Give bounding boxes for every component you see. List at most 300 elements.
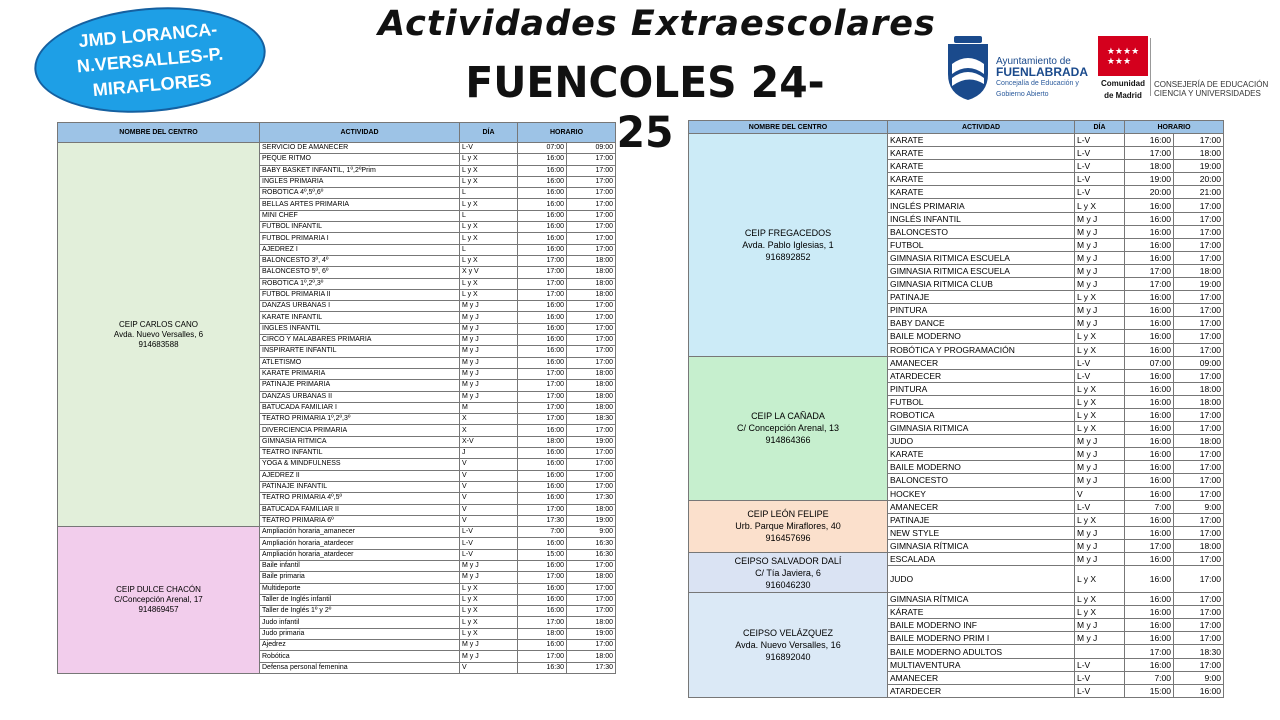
end-time-cell: 17:00 bbox=[1174, 553, 1224, 566]
end-time-cell: 17:00 bbox=[567, 583, 616, 594]
center-phone: 916046230 bbox=[765, 579, 811, 590]
start-time-cell: 16:00 bbox=[1125, 448, 1174, 461]
activity-cell: BATUCADA FAMILIAR I bbox=[260, 402, 460, 413]
end-time-cell: 17:00 bbox=[1174, 606, 1224, 619]
table-header-row bbox=[689, 121, 1224, 134]
day-cell: M y J bbox=[460, 640, 518, 651]
start-time-cell: 16:00 bbox=[1125, 593, 1174, 606]
start-time-cell: 16:00 bbox=[518, 335, 567, 346]
end-time-cell: 18:00 bbox=[1174, 395, 1224, 408]
end-time-cell: 18:00 bbox=[567, 572, 616, 583]
district-badge bbox=[30, 0, 270, 122]
center-address: Urb. Parque Miraflores, 40 bbox=[735, 521, 841, 532]
start-time-cell: 17:00 bbox=[518, 402, 567, 413]
start-time-cell: 16:00 bbox=[518, 538, 567, 549]
end-time-cell: 21:00 bbox=[1174, 186, 1224, 199]
end-time-cell: 18:00 bbox=[567, 380, 616, 391]
header-center-name: NOMBRE DEL CENTRO bbox=[689, 121, 888, 134]
end-time-cell: 17:00 bbox=[567, 357, 616, 368]
activity-cell: TEATRO INFANTIL bbox=[260, 448, 460, 459]
center-name: CEIP LA CAÑADA bbox=[751, 411, 825, 422]
day-cell: L y X bbox=[1075, 513, 1125, 526]
end-time-cell: 17:00 bbox=[1174, 408, 1224, 421]
day-cell: V bbox=[460, 481, 518, 492]
activity-cell: TEATRO PRIMARIA 6º bbox=[260, 515, 460, 526]
activity-cell: FUTBOL bbox=[888, 395, 1075, 408]
activity-cell: Ampliación horaria_amanecer bbox=[260, 527, 460, 538]
table-row bbox=[58, 527, 616, 538]
start-time-cell: 16:00 bbox=[1125, 238, 1174, 251]
end-time-cell: 17:00 bbox=[567, 188, 616, 199]
start-time-cell: 16:00 bbox=[1125, 199, 1174, 212]
center-name: CEIPSO VELÁZQUEZ bbox=[742, 627, 834, 638]
activity-cell: FUTBOL PRIMARIA I bbox=[260, 233, 460, 244]
activity-cell: PATINAJE PRIMARIA bbox=[260, 380, 460, 391]
activity-cell: GIMNASIA RITMICA bbox=[888, 422, 1075, 435]
activity-cell: KARATE bbox=[888, 186, 1075, 199]
end-time-cell: 17:00 bbox=[1174, 461, 1224, 474]
table-row bbox=[689, 356, 1224, 369]
day-cell: X bbox=[460, 425, 518, 436]
day-cell: V bbox=[460, 662, 518, 673]
start-time-cell: 16:00 bbox=[518, 154, 567, 165]
consejeria-line-1: CONSEJERÍA DE EDUCACIÓN bbox=[1154, 80, 1269, 89]
end-time-cell: 17:00 bbox=[567, 346, 616, 357]
start-time-cell: 16:00 bbox=[1125, 408, 1174, 421]
activity-cell: PATINAJE INFANTIL bbox=[260, 481, 460, 492]
day-cell: M y J bbox=[1075, 238, 1125, 251]
day-cell: L-V bbox=[1075, 356, 1125, 369]
start-time-cell: 17:00 bbox=[518, 572, 567, 583]
day-cell: L y X bbox=[1075, 199, 1125, 212]
start-time-cell: 16:00 bbox=[1125, 435, 1174, 448]
day-cell: M y J bbox=[1075, 435, 1125, 448]
end-time-cell: 18:00 bbox=[567, 651, 616, 662]
end-time-cell: 17:00 bbox=[567, 176, 616, 187]
end-time-cell: 17:00 bbox=[1174, 134, 1224, 147]
end-time-cell: 19:00 bbox=[567, 515, 616, 526]
start-time-cell: 16:00 bbox=[518, 481, 567, 492]
start-time-cell: 16:00 bbox=[1125, 291, 1174, 304]
header-schedule: HORARIO bbox=[1125, 121, 1224, 134]
activity-cell: YOGA & MINDFULNESS bbox=[260, 459, 460, 470]
start-time-cell: 15:00 bbox=[518, 549, 567, 560]
center-info-cell bbox=[689, 356, 888, 500]
start-time-cell: 17:30 bbox=[518, 515, 567, 526]
day-cell: L bbox=[460, 244, 518, 255]
start-time-cell: 16:00 bbox=[1125, 343, 1174, 356]
day-cell: L y X bbox=[460, 222, 518, 233]
comunidad-line-2: de Madrid bbox=[1104, 91, 1142, 100]
center-address: Avda. Nuevo Versalles, 6 bbox=[113, 329, 204, 339]
center-name: CEIP CARLOS CANO bbox=[119, 319, 198, 329]
header-center-name: NOMBRE DEL CENTRO bbox=[58, 123, 260, 143]
day-cell: M y J bbox=[1075, 526, 1125, 539]
end-time-cell: 18:00 bbox=[567, 255, 616, 266]
day-cell: L y X bbox=[1075, 593, 1125, 606]
end-time-cell: 17:00 bbox=[567, 448, 616, 459]
activity-cell: Defensa personal femenina bbox=[260, 662, 460, 673]
end-time-cell: 17:00 bbox=[567, 640, 616, 651]
activity-cell: BALONCESTO 3º, 4º bbox=[260, 255, 460, 266]
center-info-cell bbox=[58, 527, 260, 674]
activity-cell: CIRCO Y MALABARES PRIMARIA bbox=[260, 335, 460, 346]
end-time-cell: 18:00 bbox=[1174, 264, 1224, 277]
start-time-cell: 16:00 bbox=[518, 188, 567, 199]
day-cell: M y J bbox=[1075, 539, 1125, 552]
day-cell: L-V bbox=[1075, 369, 1125, 382]
start-time-cell: 16:00 bbox=[518, 323, 567, 334]
start-time-cell: 16:00 bbox=[518, 560, 567, 571]
center-info-cell bbox=[689, 134, 888, 357]
activity-cell: INGLÉS INFANTIL bbox=[888, 212, 1075, 225]
start-time-cell: 16:00 bbox=[518, 459, 567, 470]
start-time-cell: 16:00 bbox=[1125, 526, 1174, 539]
center-address: C/ Tía Javiera, 6 bbox=[755, 567, 821, 578]
end-time-cell: 17:30 bbox=[567, 662, 616, 673]
center-phone: 914683588 bbox=[138, 339, 179, 349]
end-time-cell: 17:00 bbox=[1174, 474, 1224, 487]
activity-cell: Taller de Inglés infantil bbox=[260, 594, 460, 605]
start-time-cell: 16:00 bbox=[1125, 632, 1174, 645]
end-time-cell: 18:00 bbox=[567, 402, 616, 413]
end-time-cell: 17:00 bbox=[567, 606, 616, 617]
comunidad-madrid-logo bbox=[1098, 36, 1148, 98]
activity-cell: BAILE MODERNO INF bbox=[888, 619, 1075, 632]
activity-cell: PINTURA bbox=[888, 382, 1075, 395]
start-time-cell: 16:00 bbox=[1125, 317, 1174, 330]
end-time-cell: 09:00 bbox=[567, 143, 616, 154]
start-time-cell: 17:00 bbox=[518, 504, 567, 515]
day-cell: L y X bbox=[460, 154, 518, 165]
center-address: C/Concepción Arenal, 17 bbox=[114, 595, 203, 605]
activity-cell: ATARDECER bbox=[888, 369, 1075, 382]
end-time-cell: 18:00 bbox=[567, 617, 616, 628]
activity-cell: HOCKEY bbox=[888, 487, 1075, 500]
day-cell: L-V bbox=[1075, 500, 1125, 513]
start-time-cell: 16:30 bbox=[518, 662, 567, 673]
start-time-cell: 17:00 bbox=[1125, 147, 1174, 160]
start-time-cell: 16:00 bbox=[518, 425, 567, 436]
activity-cell: FUTBOL PRIMARIA II bbox=[260, 289, 460, 300]
start-time-cell: 16:00 bbox=[518, 640, 567, 651]
activity-cell: BAILE MODERNO PRIM I bbox=[888, 632, 1075, 645]
ayto-line-3: Concejalía de Educación y bbox=[996, 80, 1079, 87]
day-cell: L-V bbox=[1075, 147, 1125, 160]
end-time-cell: 17:00 bbox=[1174, 619, 1224, 632]
activity-cell: MINI CHEF bbox=[260, 210, 460, 221]
start-time-cell: 16:00 bbox=[1125, 382, 1174, 395]
day-cell: L y X bbox=[1075, 422, 1125, 435]
day-cell: M y J bbox=[1075, 317, 1125, 330]
end-time-cell: 17:00 bbox=[567, 459, 616, 470]
day-cell: L y X bbox=[460, 233, 518, 244]
start-time-cell: 16:00 bbox=[1125, 225, 1174, 238]
activity-cell: ROBOTICA 1º,2º,3º bbox=[260, 278, 460, 289]
end-time-cell: 17:00 bbox=[1174, 448, 1224, 461]
ayto-line-4: Gobierno Abierto bbox=[996, 91, 1049, 98]
day-cell: M y J bbox=[460, 380, 518, 391]
start-time-cell: 16:00 bbox=[1125, 566, 1174, 593]
center-phone: 914864366 bbox=[765, 435, 811, 446]
end-time-cell: 17:00 bbox=[567, 312, 616, 323]
activity-cell: Ajedrez bbox=[260, 640, 460, 651]
start-time-cell: 17:00 bbox=[1125, 645, 1174, 658]
end-time-cell: 17:00 bbox=[567, 301, 616, 312]
activity-cell: DANZAS URBANAS I bbox=[260, 301, 460, 312]
activity-cell: ROBOTICA 4º,5º,6º bbox=[260, 188, 460, 199]
header-activity: ACTIVIDAD bbox=[260, 123, 460, 143]
start-time-cell: 16:00 bbox=[1125, 474, 1174, 487]
activity-cell: PINTURA bbox=[888, 304, 1075, 317]
center-name: CEIP DULCE CHACÓN bbox=[116, 585, 201, 595]
day-cell: L-V bbox=[460, 143, 518, 154]
activity-cell: Baile primaria bbox=[260, 572, 460, 583]
start-time-cell: 16:00 bbox=[1125, 422, 1174, 435]
day-cell: M y J bbox=[460, 323, 518, 334]
start-time-cell: 17:00 bbox=[518, 267, 567, 278]
end-time-cell: 17:00 bbox=[1174, 422, 1224, 435]
table-row bbox=[689, 500, 1224, 513]
page-subtitle: FUENCOLES 24-25 bbox=[465, 58, 825, 158]
end-time-cell: 18:30 bbox=[1174, 645, 1224, 658]
start-time-cell: 16:00 bbox=[518, 448, 567, 459]
center-phone: 916892852 bbox=[765, 251, 811, 262]
consejeria-text bbox=[1154, 80, 1268, 98]
start-time-cell: 16:00 bbox=[1125, 134, 1174, 147]
activity-cell: FUTBOL bbox=[888, 238, 1075, 251]
start-time-cell: 17:00 bbox=[518, 368, 567, 379]
end-time-cell: 17:00 bbox=[1174, 343, 1224, 356]
day-cell: V bbox=[460, 493, 518, 504]
day-cell: L y X bbox=[460, 199, 518, 210]
ayto-line-1: Ayuntamiento de bbox=[996, 56, 1071, 67]
activity-cell: AMANECER bbox=[888, 356, 1075, 369]
activity-cell: KARATE bbox=[888, 134, 1075, 147]
activity-cell: Robótica bbox=[260, 651, 460, 662]
day-cell: M y J bbox=[1075, 632, 1125, 645]
start-time-cell: 16:00 bbox=[518, 210, 567, 221]
end-time-cell: 17:00 bbox=[567, 481, 616, 492]
day-cell: L y X bbox=[460, 176, 518, 187]
activity-cell: KARATE bbox=[888, 173, 1075, 186]
day-cell: L y X bbox=[460, 606, 518, 617]
badge-line-1: JMD LORANCA- bbox=[77, 18, 218, 51]
logo-divider bbox=[1150, 38, 1151, 96]
end-time-cell: 19:00 bbox=[567, 628, 616, 639]
activity-cell: GIMNASIA RITMICA ESCUELA bbox=[888, 251, 1075, 264]
start-time-cell: 07:00 bbox=[518, 143, 567, 154]
end-time-cell: 18:00 bbox=[567, 289, 616, 300]
start-time-cell: 17:00 bbox=[1125, 278, 1174, 291]
end-time-cell: 17:00 bbox=[567, 154, 616, 165]
start-time-cell: 16:00 bbox=[1125, 251, 1174, 264]
activity-cell: ATLETISMO bbox=[260, 357, 460, 368]
center-info-cell bbox=[689, 500, 888, 552]
end-time-cell: 09:00 bbox=[1174, 356, 1224, 369]
end-time-cell: 17:00 bbox=[567, 210, 616, 221]
start-time-cell: 17:00 bbox=[518, 391, 567, 402]
day-cell: L y X bbox=[460, 583, 518, 594]
start-time-cell: 16:00 bbox=[518, 244, 567, 255]
start-time-cell: 17:00 bbox=[1125, 539, 1174, 552]
day-cell: V bbox=[460, 515, 518, 526]
start-time-cell: 19:00 bbox=[1125, 173, 1174, 186]
header-activity: ACTIVIDAD bbox=[888, 121, 1075, 134]
start-time-cell: 17:00 bbox=[518, 278, 567, 289]
end-time-cell: 17:00 bbox=[567, 335, 616, 346]
day-cell: L-V bbox=[1075, 671, 1125, 684]
activity-cell: BALONCESTO bbox=[888, 474, 1075, 487]
start-time-cell: 16:00 bbox=[518, 301, 567, 312]
activity-cell: BELLAS ARTES PRIMARIA bbox=[260, 199, 460, 210]
start-time-cell: 17:00 bbox=[518, 289, 567, 300]
activity-cell: KARATE PRIMARIA bbox=[260, 368, 460, 379]
day-cell: L-V bbox=[1075, 134, 1125, 147]
day-cell: M y J bbox=[1075, 474, 1125, 487]
start-time-cell: 16:00 bbox=[518, 199, 567, 210]
end-time-cell: 17:00 bbox=[1174, 291, 1224, 304]
activity-cell: Ampliación horaria_atardecer bbox=[260, 549, 460, 560]
badge-line-3: MIRAFLORES bbox=[91, 69, 213, 100]
activity-cell: KARATE bbox=[888, 147, 1075, 160]
activity-cell: Judo primaria bbox=[260, 628, 460, 639]
end-time-cell: 16:30 bbox=[567, 549, 616, 560]
day-cell: L-V bbox=[1075, 173, 1125, 186]
activity-cell: BAILE MODERNO ADULTOS bbox=[888, 645, 1075, 658]
activity-cell: INGLÉS PRIMARIA bbox=[888, 199, 1075, 212]
activity-cell: BABY BASKET INFANTIL, 1º,2ºPrim bbox=[260, 165, 460, 176]
start-time-cell: 18:00 bbox=[1125, 160, 1174, 173]
activity-cell: INGLES INFANTIL bbox=[260, 323, 460, 334]
activity-cell: KARATE INFANTIL bbox=[260, 312, 460, 323]
day-cell: V bbox=[460, 459, 518, 470]
center-address: Avda. Nuevo Versalles, 16 bbox=[735, 639, 841, 650]
day-cell: M y J bbox=[460, 346, 518, 357]
center-name: CEIP FREGACEDOS bbox=[744, 227, 832, 238]
activity-cell: SERVICIO DE AMANECER bbox=[260, 143, 460, 154]
madrid-flag-icon: ★★★★ ★★★ bbox=[1098, 36, 1148, 76]
end-time-cell: 17:00 bbox=[1174, 212, 1224, 225]
day-cell: V bbox=[460, 470, 518, 481]
center-phone: 916892040 bbox=[765, 651, 811, 662]
end-time-cell: 17:00 bbox=[567, 199, 616, 210]
schedule-table-right bbox=[688, 120, 1224, 698]
end-time-cell: 18:00 bbox=[1174, 539, 1224, 552]
header-day: DÍA bbox=[460, 123, 518, 143]
start-time-cell: 16:00 bbox=[1125, 212, 1174, 225]
activity-cell: AMANECER bbox=[888, 500, 1075, 513]
day-cell: L y X bbox=[1075, 606, 1125, 619]
day-cell: L-V bbox=[1075, 160, 1125, 173]
end-time-cell: 17:00 bbox=[567, 425, 616, 436]
end-time-cell: 17:00 bbox=[1174, 317, 1224, 330]
day-cell: X y V bbox=[460, 267, 518, 278]
day-cell bbox=[1075, 645, 1125, 658]
start-time-cell: 16:00 bbox=[518, 606, 567, 617]
activity-cell: Multideporte bbox=[260, 583, 460, 594]
table-row bbox=[689, 134, 1224, 147]
day-cell: M y J bbox=[1075, 278, 1125, 291]
day-cell: M y J bbox=[460, 335, 518, 346]
end-time-cell: 17:00 bbox=[567, 233, 616, 244]
activity-cell: Judo infantil bbox=[260, 617, 460, 628]
day-cell: M y J bbox=[460, 391, 518, 402]
day-cell: L-V bbox=[1075, 658, 1125, 671]
header-schedule: HORARIO bbox=[518, 123, 616, 143]
activity-cell: INGLES PRIMARIA bbox=[260, 176, 460, 187]
day-cell: M y J bbox=[460, 368, 518, 379]
end-time-cell: 9:00 bbox=[1174, 500, 1224, 513]
activity-cell: MULTIAVENTURA bbox=[888, 658, 1075, 671]
start-time-cell: 18:00 bbox=[518, 628, 567, 639]
center-info-cell bbox=[58, 143, 260, 527]
end-time-cell: 16:00 bbox=[1174, 684, 1224, 697]
day-cell: M y J bbox=[1075, 461, 1125, 474]
start-time-cell: 16:00 bbox=[518, 583, 567, 594]
day-cell: M y J bbox=[1075, 212, 1125, 225]
activity-cell: BATUCADA FAMILIAR II bbox=[260, 504, 460, 515]
end-time-cell: 17:30 bbox=[567, 493, 616, 504]
activity-cell: Taller de Inglés 1º y 2º bbox=[260, 606, 460, 617]
day-cell: M y J bbox=[1075, 304, 1125, 317]
activity-cell: Ampliación horaria_atardecer bbox=[260, 538, 460, 549]
activity-cell: PATINAJE bbox=[888, 291, 1075, 304]
end-time-cell: 17:00 bbox=[1174, 304, 1224, 317]
end-time-cell: 18:00 bbox=[567, 391, 616, 402]
ayuntamiento-text bbox=[996, 56, 1088, 100]
end-time-cell: 18:00 bbox=[1174, 147, 1224, 160]
start-time-cell: 15:00 bbox=[1125, 684, 1174, 697]
start-time-cell: 16:00 bbox=[1125, 487, 1174, 500]
activity-cell: GIMNASIA RÍTMICA bbox=[888, 593, 1075, 606]
activity-cell: TEATRO PRIMARIA 4º,5º bbox=[260, 493, 460, 504]
day-cell: M y J bbox=[1075, 225, 1125, 238]
end-time-cell: 16:30 bbox=[567, 538, 616, 549]
start-time-cell: 7:00 bbox=[1125, 500, 1174, 513]
center-name: CEIP LEÓN FELIPE bbox=[747, 509, 829, 520]
activity-cell: BAILE MODERNO bbox=[888, 330, 1075, 343]
day-cell: X-V bbox=[460, 436, 518, 447]
activity-cell: TEATRO PRIMARIA 1º,2º,3º bbox=[260, 414, 460, 425]
start-time-cell: 17:00 bbox=[518, 380, 567, 391]
end-time-cell: 17:00 bbox=[567, 470, 616, 481]
day-cell: M y J bbox=[460, 357, 518, 368]
activity-cell: PATINAJE bbox=[888, 513, 1075, 526]
start-time-cell: 7:00 bbox=[1125, 671, 1174, 684]
end-time-cell: 17:00 bbox=[1174, 238, 1224, 251]
ayto-line-2: FUENLABRADA bbox=[996, 65, 1088, 79]
day-cell: X bbox=[460, 414, 518, 425]
day-cell: V bbox=[460, 504, 518, 515]
end-time-cell: 9:00 bbox=[567, 527, 616, 538]
center-address: C/ Concepción Arenal, 13 bbox=[736, 423, 840, 434]
start-time-cell: 07:00 bbox=[1125, 356, 1174, 369]
start-time-cell: 16:00 bbox=[1125, 330, 1174, 343]
activity-cell: ROBOTICA bbox=[888, 408, 1075, 421]
start-time-cell: 17:00 bbox=[518, 651, 567, 662]
end-time-cell: 18:00 bbox=[567, 267, 616, 278]
table-header-row bbox=[58, 123, 616, 143]
activity-cell: ROBÓTICA Y PROGRAMACIÓN bbox=[888, 343, 1075, 356]
end-time-cell: 17:00 bbox=[567, 594, 616, 605]
start-time-cell: 17:00 bbox=[518, 617, 567, 628]
start-time-cell: 16:00 bbox=[518, 493, 567, 504]
end-time-cell: 18:00 bbox=[1174, 435, 1224, 448]
end-time-cell: 17:00 bbox=[1174, 526, 1224, 539]
activity-cell: Baile infantil bbox=[260, 560, 460, 571]
consejeria-line-2: CIENCIA Y UNIVERSIDADES bbox=[1154, 89, 1261, 98]
